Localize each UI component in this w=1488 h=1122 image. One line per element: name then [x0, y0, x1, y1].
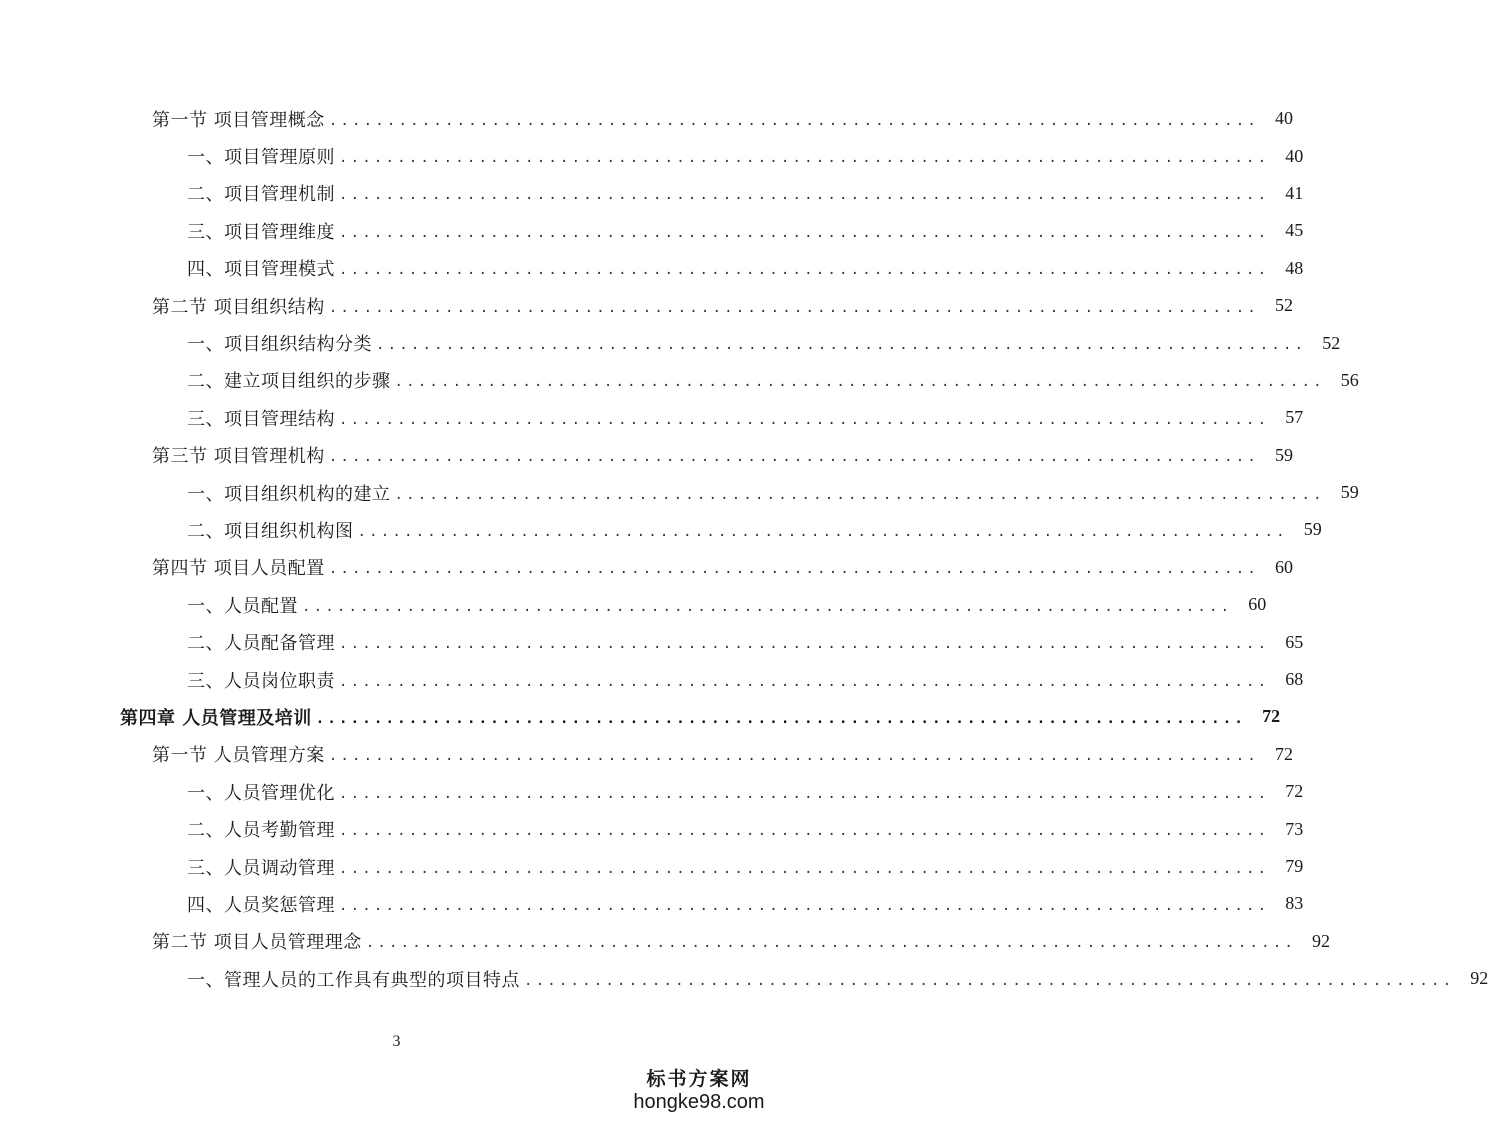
toc-entry-page: 68 [1285, 669, 1304, 690]
toc-entry-page: 72 [1285, 781, 1304, 802]
toc-entry-title: 三、人员岗位职责 [187, 670, 335, 692]
dot-leader: ................................................................................ [339, 823, 1270, 840]
toc-entry-title: 第四章 人员管理及培训 [120, 707, 312, 729]
dot-leader: ................................................................................ [315, 710, 1247, 727]
toc-entry-page: 65 [1285, 631, 1304, 652]
toc-entry-title: 三、人员调动管理 [187, 857, 335, 879]
dot-leader: ................................................................................ [328, 561, 1260, 578]
toc-entry-page: 60 [1275, 556, 1294, 577]
toc-entry-title: 三、项目管理维度 [187, 221, 335, 243]
toc-entry-page: 48 [1285, 257, 1304, 278]
toc-entry-page: 59 [1303, 519, 1322, 540]
toc-entry[interactable] [0, 848, 1304, 885]
dot-leader: ................................................................................ [339, 785, 1270, 802]
toc-entry-title: 一、项目组织结构分类 [187, 334, 372, 356]
toc-entry[interactable] [0, 137, 1304, 174]
dot-leader: ................................................................................ [339, 860, 1270, 877]
toc-entry-page: 92 [1312, 930, 1331, 951]
dot-leader: ................................................................................ [302, 598, 1233, 615]
toc-entry[interactable] [0, 960, 1488, 997]
dot-leader: ................................................................................ [339, 262, 1270, 279]
toc-entry-page: 40 [1285, 145, 1304, 166]
toc-entry-page: 60 [1248, 594, 1267, 615]
toc-entry[interactable] [0, 511, 1322, 548]
dot-leader: ................................................................................ [365, 935, 1297, 952]
toc-entry-title: 四、项目管理模式 [187, 259, 335, 281]
toc-entry[interactable] [0, 810, 1304, 847]
page-number: 3 [392, 1033, 401, 1050]
dot-leader: ................................................................................ [376, 337, 1307, 354]
watermark-cn-text: 标书方案网 [646, 1068, 752, 1090]
toc-entry[interactable] [0, 549, 1294, 586]
toc-entry-title: 第一节 人员管理方案 [152, 745, 325, 767]
toc-entry-title: 三、项目管理结构 [187, 408, 335, 430]
toc-entry-page: 56 [1340, 369, 1359, 390]
toc-entry[interactable] [0, 923, 1331, 960]
toc-entry[interactable] [0, 212, 1304, 249]
dot-leader: ................................................................................ [328, 748, 1260, 765]
toc-entry-title: 二、建立项目组织的步骤 [187, 371, 391, 393]
toc-entry-page: 92 [1470, 968, 1488, 989]
toc-entry-title: 一、项目组织机构的建立 [187, 483, 391, 505]
dot-leader: ................................................................................ [394, 374, 1325, 391]
dot-leader: ................................................................................ [339, 187, 1270, 204]
toc-entry-title: 第一节 项目管理概念 [152, 109, 325, 131]
toc-entry-page: 83 [1285, 893, 1304, 914]
toc-entry-title: 第二节 项目人员管理理念 [152, 932, 362, 954]
dot-leader: ................................................................................ [328, 299, 1260, 316]
dot-leader: ................................................................................ [339, 224, 1270, 241]
toc-entry-title: 二、项目管理机制 [187, 184, 335, 206]
dot-leader: ................................................................................ [328, 449, 1260, 466]
toc-entry[interactable] [0, 437, 1294, 474]
toc-entry[interactable] [0, 175, 1304, 212]
toc-entry[interactable] [0, 736, 1294, 773]
dot-leader: ................................................................................ [328, 112, 1260, 129]
dot-leader: ................................................................................ [339, 673, 1270, 690]
toc-entry-title: 一、人员配置 [187, 595, 298, 617]
toc-entry[interactable] [0, 399, 1304, 436]
toc-entry[interactable] [0, 623, 1304, 660]
toc-entry-page: 73 [1285, 818, 1304, 839]
toc-entry-page: 45 [1285, 220, 1304, 241]
toc-entry-title: 二、人员配备管理 [187, 633, 335, 655]
toc-entry-page: 41 [1285, 182, 1304, 203]
toc-entry[interactable] [0, 362, 1359, 399]
toc-entry-page: 52 [1275, 295, 1294, 316]
toc-entry[interactable] [0, 474, 1359, 511]
toc-entry-title: 二、项目组织机构图 [187, 520, 354, 542]
dot-leader: ................................................................................ [357, 523, 1288, 540]
toc-entry-page: 72 [1262, 706, 1281, 727]
dot-leader: ................................................................................ [339, 636, 1270, 653]
dot-leader: ................................................................................ [524, 972, 1455, 989]
toc-entry-title: 第三节 项目管理机构 [152, 446, 325, 468]
toc-entry[interactable] [0, 324, 1341, 361]
toc-entry-page: 59 [1275, 444, 1294, 465]
table-of-contents [0, 100, 1488, 997]
toc-entry-page: 59 [1340, 482, 1359, 503]
toc-entry-chapter[interactable] [0, 698, 1281, 735]
toc-entry-page: 79 [1285, 856, 1304, 876]
watermark-url-text: hongke98.com [633, 1091, 765, 1113]
toc-entry[interactable] [0, 661, 1304, 698]
watermark-logo [619, 1068, 779, 1114]
toc-entry-title: 一、人员管理优化 [187, 782, 335, 804]
toc-entry-title: 二、人员考勤管理 [187, 820, 335, 842]
toc-entry-page: 40 [1275, 108, 1294, 129]
toc-entry-title: 一、项目管理原则 [187, 147, 335, 169]
toc-entry[interactable] [0, 250, 1304, 287]
dot-leader: ................................................................................ [394, 486, 1325, 503]
dot-leader: ................................................................................ [339, 411, 1270, 428]
toc-entry-page: 57 [1285, 407, 1304, 428]
dot-leader: ................................................................................ [339, 897, 1270, 914]
toc-entry[interactable] [0, 586, 1267, 623]
toc-entry-page: 52 [1322, 332, 1341, 353]
toc-entry[interactable] [0, 100, 1294, 137]
toc-entry[interactable] [0, 773, 1304, 810]
toc-entry-title: 一、管理人员的工作具有典型的项目特点 [187, 969, 520, 991]
toc-entry-title: 四、人员奖惩管理 [187, 894, 335, 916]
toc-entry-title: 第二节 项目组织结构 [152, 296, 325, 318]
toc-entry[interactable] [0, 885, 1304, 922]
toc-entry-page: 72 [1275, 743, 1294, 764]
toc-entry[interactable] [0, 287, 1294, 324]
toc-entry-title: 第四节 项目人员配置 [152, 558, 325, 580]
dot-leader: ................................................................................ [339, 150, 1270, 167]
